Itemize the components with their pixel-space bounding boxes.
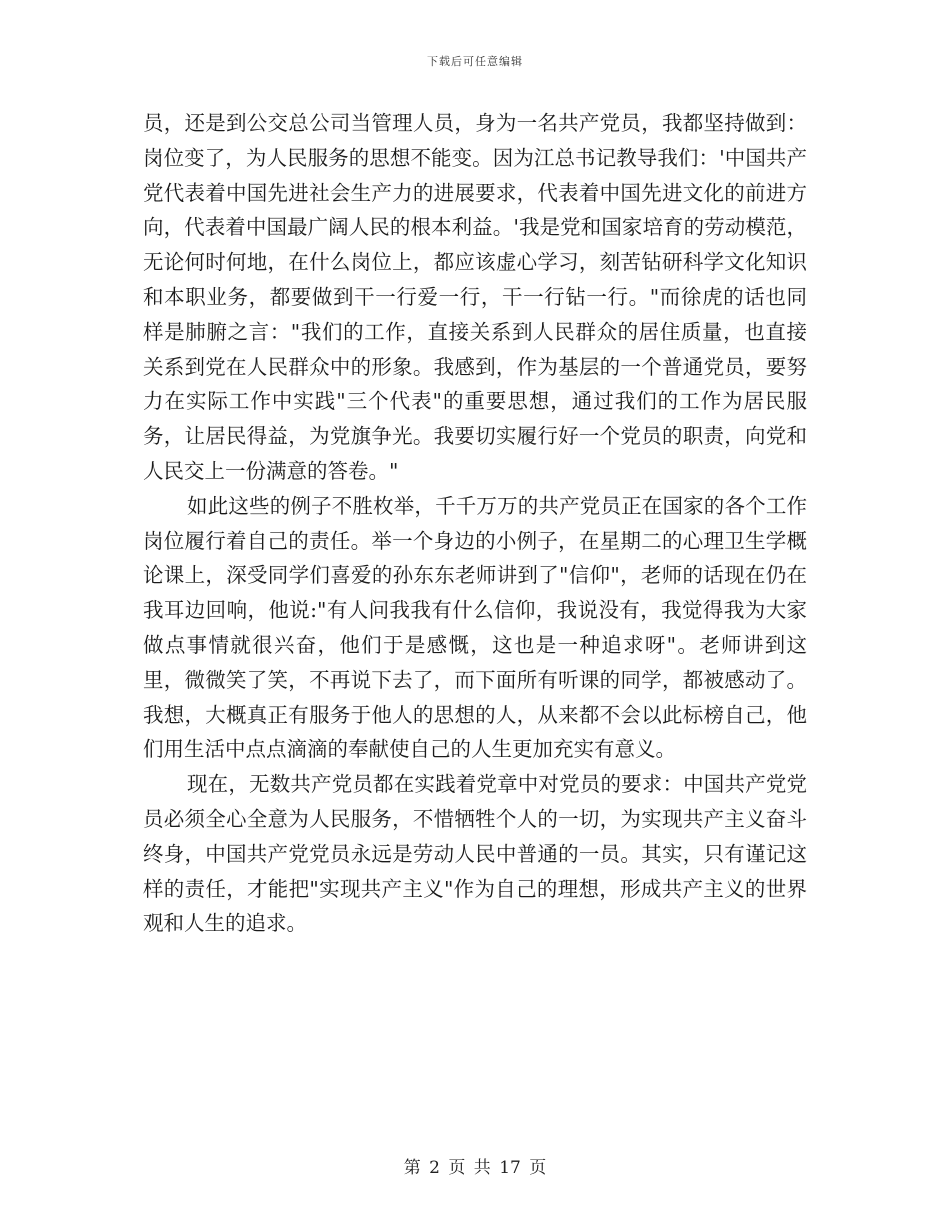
paragraph-continued: 员，还是到公交总公司当管理人员，身为一名共产党员，我都坚持做到：岗位变了，为人民服务的思想不能变。因为江总书记教导我们：'中国共产党代表着中国先进社会生产力的进展要求，代表着中国先进文化的前进方向，代表着中国最广阔人民的根本利益。'我是党和国家培育的劳动模范，无论何时何地，在什么岗位上，都应该虚心学习，刻苦钻研科学文化知识和本职业务，都要做到干一行爱一行，干一行钻一行。"而徐虎的话也同样是肺腑之言："我们的工作，直接关系到人民群众的居住质量，也直接关系到党在人民群众中的形象。我感到，作为基层的一个普通党员，要努力在实际工作中实践"三个代表"的重要思想，通过我们的工作为居民服务，让居民得益，为党旗争光。我要切实履行好一个党员的职责，向党和人民交上一份满意的答卷。" [143,111,807,483]
paragraph-conclusion: 现在，无数共产党员都在实践着党章中对党员的要求：中国共产党党员必须全心全意为人民服务，不惜牺牲个人的一切，为实现共产主义奋斗终身，中国共产党党员永远是劳动人民中普通的一员。其实，只有谨记这样的责任，才能把"实现共产主义"作为自己的理想，形成共产主义的世界观和人生的追求。 [143,772,807,936]
document-body [143,106,807,941]
page-number-footer: 第 2 页 共 17 页 [403,1158,547,1178]
paragraph-examples: 如此这些的例子不胜枚举，千千万万的共产党员正在国家的各个工作岗位履行着自己的责任。举一个身边的小例子，在星期二的心理卫生学概论课上，深受同学们喜爱的孙东东老师讲到了"信仰"，老师的话现在仍在我耳边回响，他说:"有人问我我有什么信仰，我说没有，我觉得我为大家做点事情就很兴奋，他们于是感慨，这也是一种追求呀"。老师讲到这里，微微笑了笑，不再说下去了，而下面所有听课的同学，都被感动了。我想，大概真正有服务于他人的思想的人，从来都不会以此标榜自己，他们用生活中点点滴滴的奉献使自己的人生更加充实有意义。 [143,493,807,762]
page-header: 下载后可任意编辑 [427,55,523,68]
